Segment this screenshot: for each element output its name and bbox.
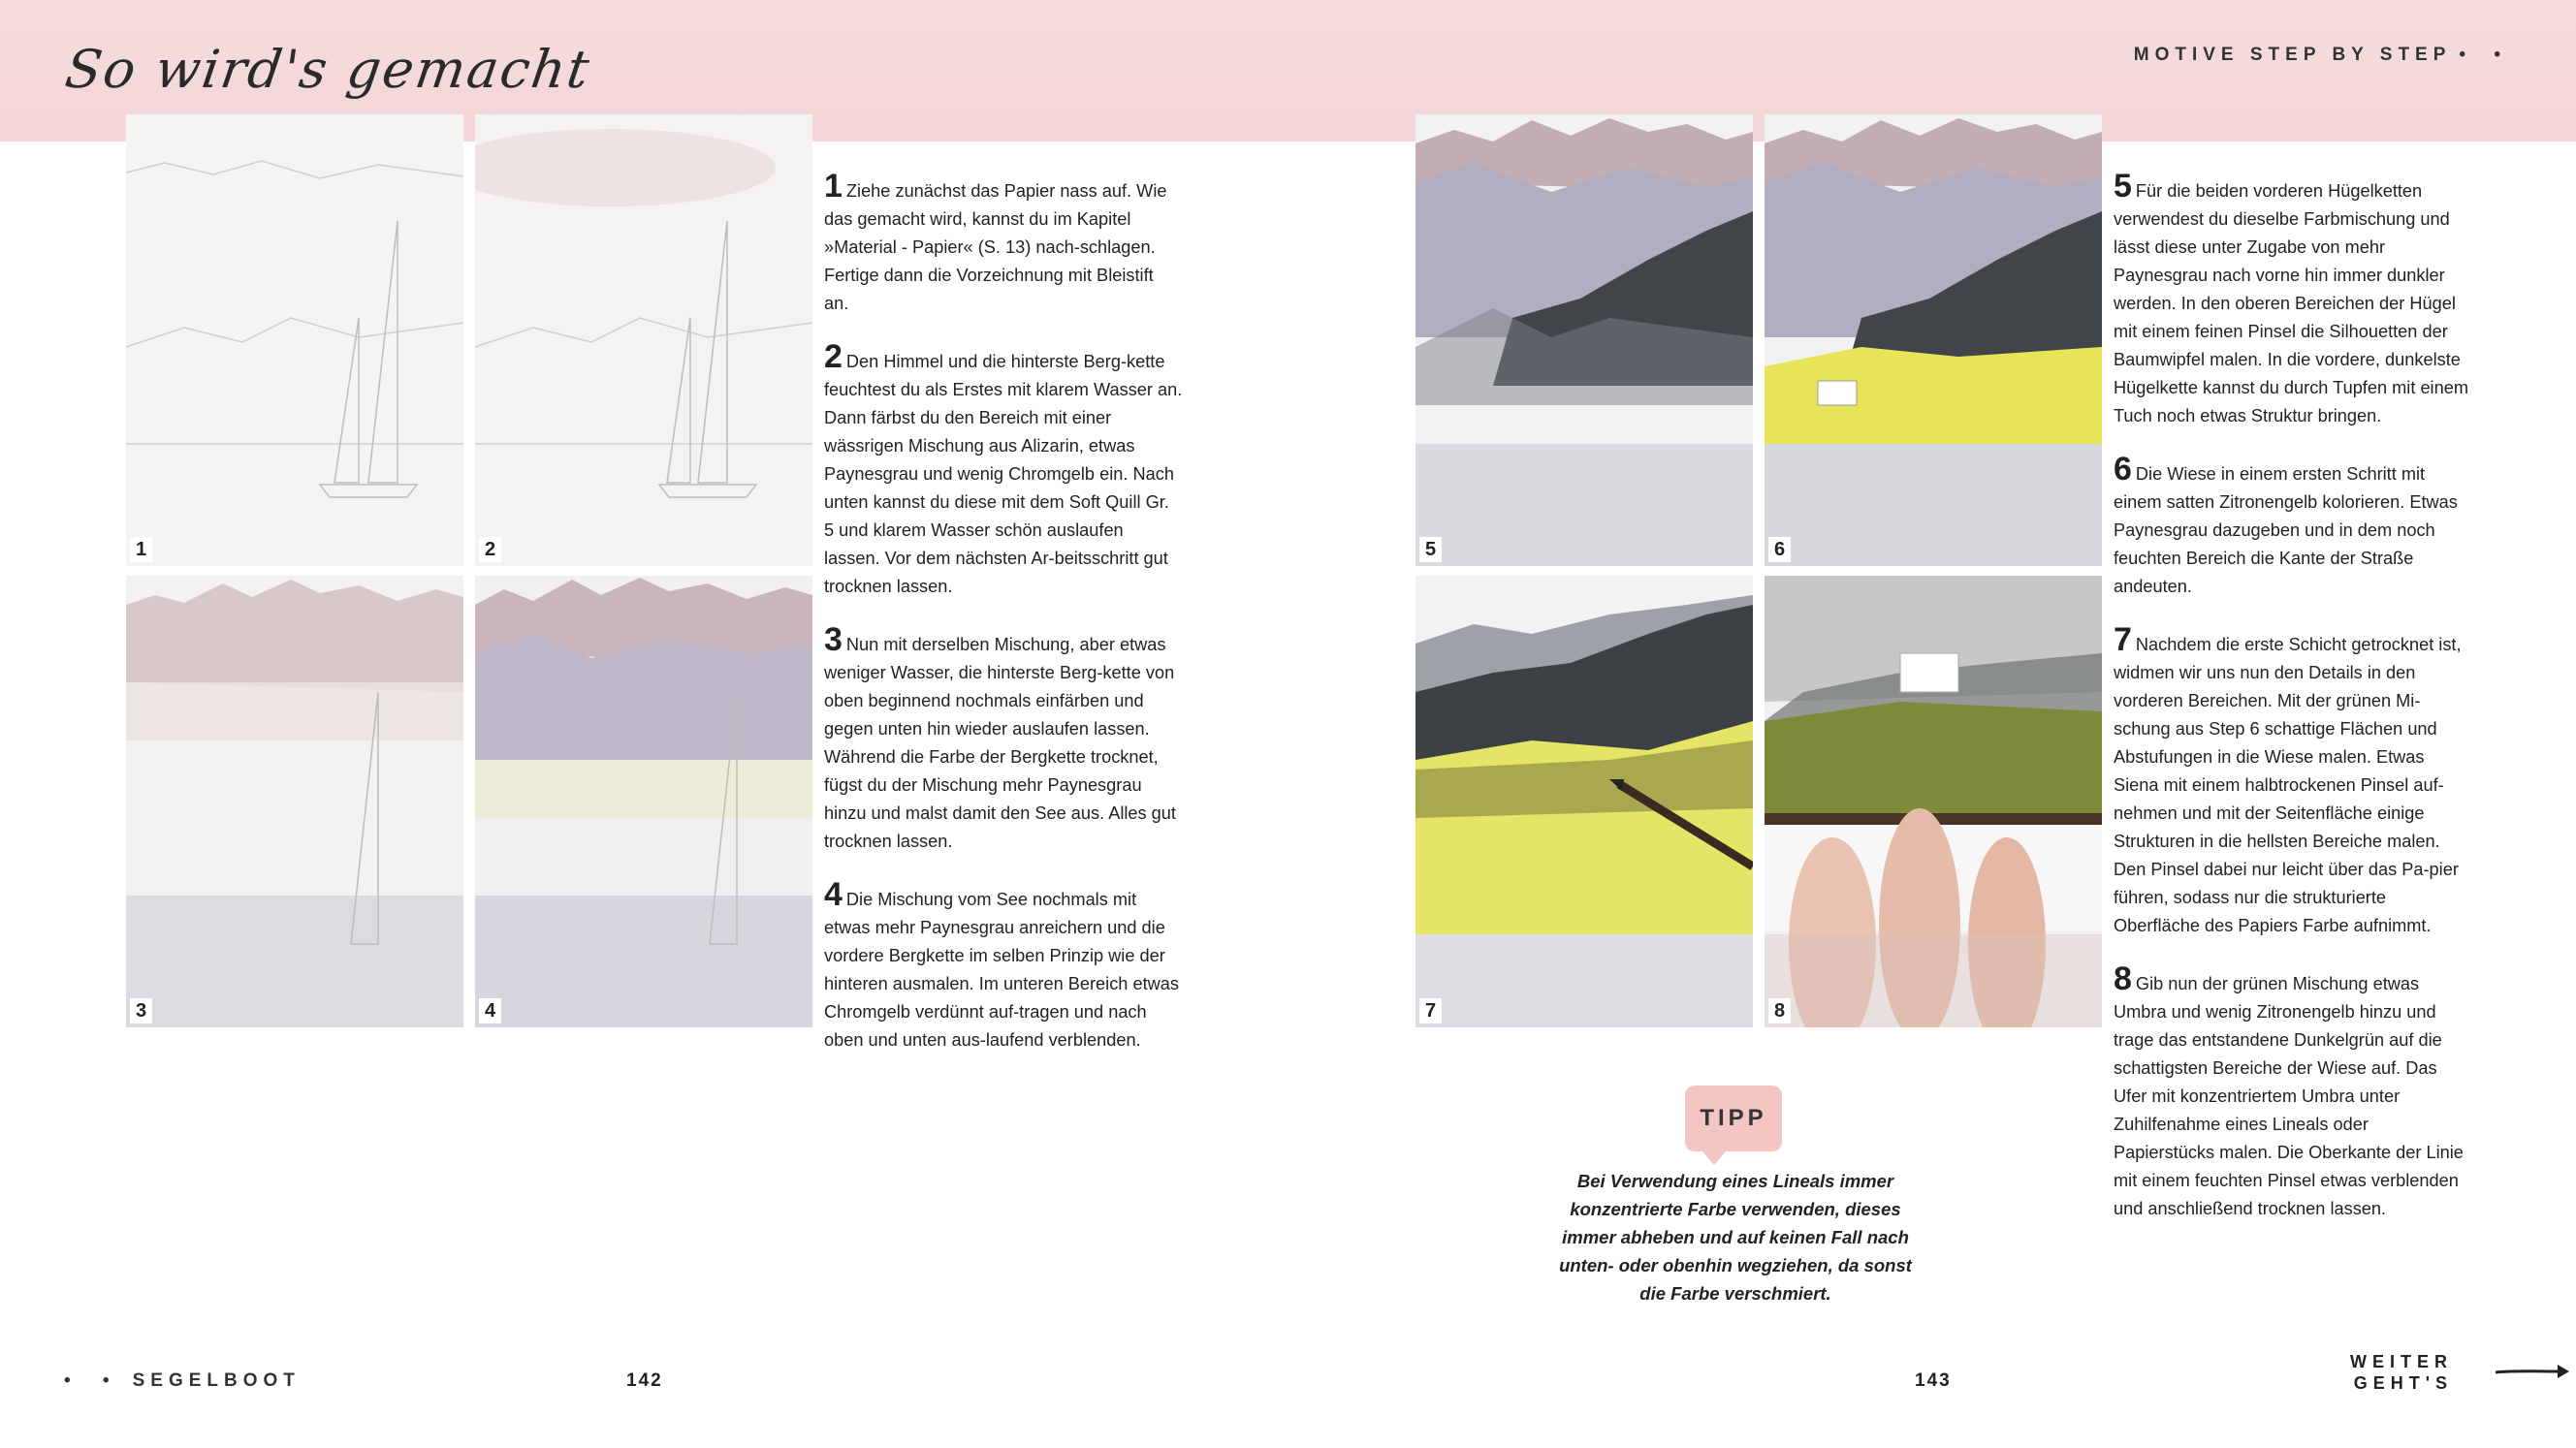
series-dots: • • [2459,45,2512,65]
tip-badge [1685,1086,1782,1151]
step-photo-5 [1415,114,1753,566]
steps-column-right [2114,168,2472,1248]
photo-number: 5 [1419,537,1442,562]
photo-number: 7 [1419,998,1442,1023]
tip-label: TIPP [1700,1105,1767,1131]
photo-number: 3 [130,998,152,1023]
step-paragraph [2114,960,2472,1223]
continue-label[interactable] [2350,1351,2453,1394]
photo-number: 4 [479,998,501,1023]
arrow-right-icon[interactable] [2494,1357,2571,1386]
page-number-left: 142 [626,1370,663,1391]
step-text: Den Himmel und die hinterste Berg-kette feuchtest du als Erstes mit klarem Wasser an. Dann färbst du den Bereich mit einer wässrigen Mischung aus Alizarin, etwas Paynesgrau und wenig Chromgelb ein. Nach unten kannst du diese mit dem Soft Quill Gr. 5 und klarem Wasser schön auslaufen lassen. Vor dem nächsten Ar-beitsschritt gut trocknen lassen. [824,352,1183,596]
continue-line1: WEITER [2350,1352,2453,1371]
step-text: Die Wiese in einem ersten Schritt mit einem satten Zitronengelb kolorieren. Etwas Paynesgrau dazugeben und in dem noch feuchten Bereich die Kante der Straße andeuten. [2114,464,2458,596]
continue-line2: GEHT'S [2353,1373,2453,1393]
step-text: Ziehe zunächst das Papier nass auf. Wie das gemacht wird, kannst du im Kapitel »Material - Papier« (S. 13) nach-schlagen. Fertige dann die Vorzeichnung mit Bleistift an. [824,181,1167,313]
series-title-text: MOTIVE STEP BY STEP [2133,45,2452,65]
step-number: 5 [2114,168,2132,205]
section-script-title: So wird's gemacht [61,39,595,100]
step-number: 6 [2114,451,2132,488]
step-photo-1 [126,114,463,566]
steps-column-left [824,168,1183,1080]
footer-title: SEGELBOOT [132,1370,301,1391]
step-paragraph [2114,451,2472,601]
step-text: Nachdem die erste Schicht getrocknet ist, widmen wir uns nun den Details in den vorderen Bereichen. Mit der grünen Mi-schung aus Step 6 schattige Flächen und Abstufungen in die Wiese malen. Etwas Siena mit einem halbtrockenen Pinsel auf-nehmen und mit der Seitenfläche einige Strukturen in die hellsten Bereiche malen. Den Pinsel dabei nur leicht über das Pa-pier führen, sodass nur die strukturierte Oberfläche des Papiers Farbe aufnimmt. [2114,635,2462,935]
step-paragraph [824,168,1183,318]
step-paragraph [824,876,1183,1055]
page-number-right: 143 [1915,1370,1952,1391]
footer-section-title [64,1370,301,1392]
step-text: Die Mischung vom See nochmals mit etwas mehr Paynesgrau anreichern und die vordere Bergkette im selben Prinzip wie der hinteren ausmalen. Im unteren Bereich etwas Chromgelb verdünnt auf-tragen und nach oben und unten aus-laufend verblenden. [824,890,1179,1050]
step-paragraph [2114,168,2472,430]
step-photo-6 [1765,114,2102,566]
tip-text: Bei Verwendung eines Lineals immer konzentrierte Farbe verwenden, dieses immer abheben und auf keinen Fall nach unten- oder obenhin wegziehen, da sonst die Farbe verschmiert. [1559,1171,1912,1304]
step-photo-3 [126,576,463,1027]
photo-number: 6 [1768,537,1791,562]
step-number: 3 [824,621,843,658]
step-paragraph [824,621,1183,856]
series-title [2134,45,2512,66]
step-number: 7 [2114,621,2132,658]
step-photo-7 [1415,576,1753,1027]
photo-number: 1 [130,537,152,562]
step-paragraph [2114,621,2472,940]
step-number: 4 [824,876,843,913]
photo-number: 8 [1768,998,1791,1023]
step-paragraph [824,338,1183,601]
step-text: Für die beiden vorderen Hügelketten verwendest du dieselbe Farbmischung und lässt diese unter Zugabe von mehr Paynesgrau nach vorne hin immer dunkler werden. In den oberen Bereichen der Hügel mit einem feinen Pinsel die Silhouetten der Baumwipfel malen. In die vordere, dunkelste Hügelkette kannst du durch Tupfen mit einem Tuch noch etwas Struktur bringen. [2114,181,2468,425]
step-text: Nun mit derselben Mischung, aber etwas weniger Wasser, die hinterste Berg-kette von oben beginnend nochmals einfärben und gegen unten hin wieder auslaufen lassen. Während die Farbe der Bergkette trocknet, fügst du der Mischung mehr Paynesgrau hinzu und malst damit den See aus. Alles gut trocknen lassen. [824,635,1176,851]
footer-dots: • • [64,1370,123,1391]
photo-number: 2 [479,537,501,562]
step-photo-2 [475,114,812,566]
step-photo-4 [475,576,812,1027]
step-number: 1 [824,168,843,205]
step-number: 8 [2114,960,2132,997]
step-photo-8 [1765,576,2102,1027]
step-text: Gib nun der grünen Mischung etwas Umbra und wenig Zitronengelb hinzu und trage das entstandene Dunkelgrün auf die schattigsten Bereiche der Wiese auf. Das Ufer mit konzentriertem Umbra unter Zuhilfenahme eines Lineals oder Papierstücks malen. Die Oberkante der Linie mit einem feuchten Pinsel etwas verblenden und anschließend trocknen lassen. [2114,974,2464,1218]
step-number: 2 [824,338,843,375]
